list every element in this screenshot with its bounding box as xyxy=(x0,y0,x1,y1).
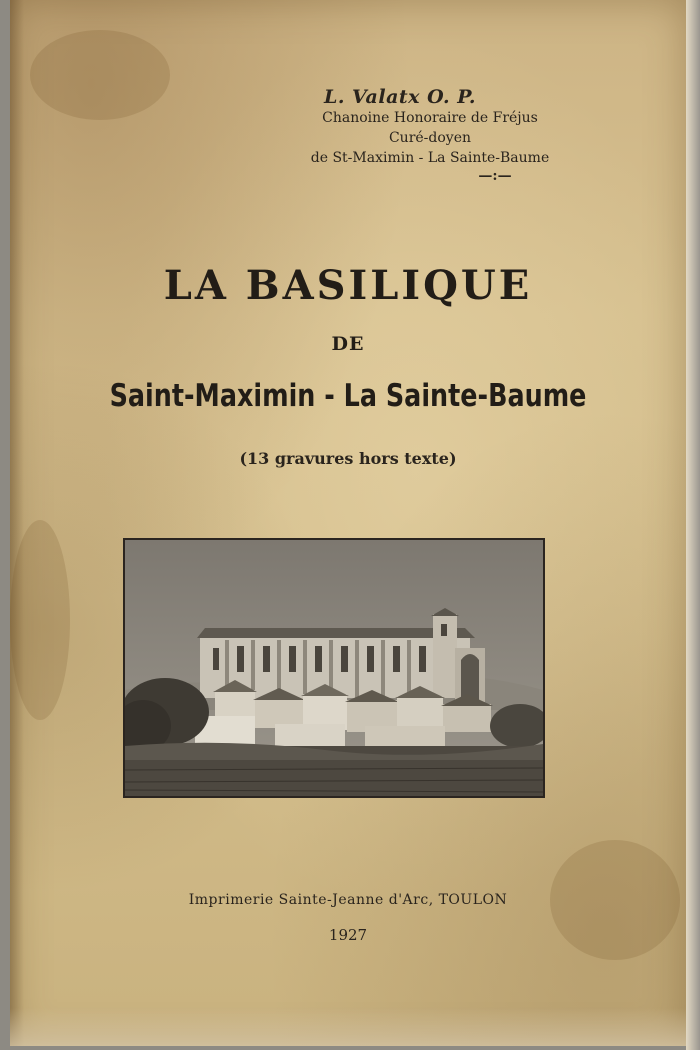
paper-stain xyxy=(30,30,170,120)
basilica-engraving xyxy=(123,538,545,798)
book-subtitle: Saint-Maximin - La Sainte-Baume xyxy=(109,378,587,414)
author-name: L. Valatx O. P. xyxy=(323,86,477,108)
basilica-engraving-image xyxy=(125,540,543,796)
book-cover xyxy=(10,0,689,1046)
bottom-wear xyxy=(10,1008,686,1046)
illustration-note: (13 gravures hors texte) xyxy=(239,449,457,468)
author-title-line: Chanoine Honoraire de Fréjus xyxy=(322,110,538,126)
publication-year: 1927 xyxy=(328,926,368,944)
author-separator: —:— xyxy=(478,168,512,184)
title-connector: DE xyxy=(331,333,365,355)
page-edge xyxy=(686,0,700,1050)
author-block xyxy=(270,86,590,184)
author-title-line: de St-Maximin - La Sainte-Baume xyxy=(310,150,550,166)
paper-stain xyxy=(10,520,70,720)
book-title: LA BASILIQUE xyxy=(163,262,533,309)
printer-imprint: Imprimerie Sainte-Jeanne d'Arc, TOULON xyxy=(188,892,508,908)
author-title-line: Curé-doyen xyxy=(388,130,472,146)
spine-wear xyxy=(10,0,24,1046)
